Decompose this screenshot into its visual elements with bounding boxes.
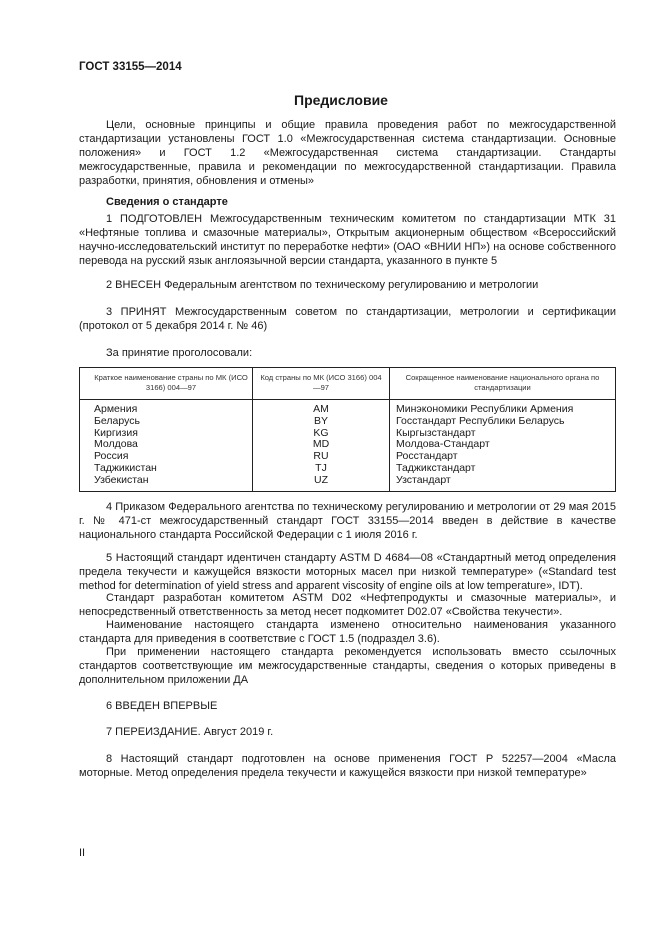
section-heading: Сведения о стандарте <box>106 196 228 208</box>
item-6-paragraph: 6 ВВЕДЕН ВПЕРВЫЕ <box>106 700 218 712</box>
table-cell-code: BY <box>253 416 390 428</box>
item-8-paragraph: 8 Настоящий стандарт подготовлен на основе применения ГОСТ Р 52257—2004 «Масла моторные. Метод определения предела текучести и кажущейся вязкости при низкой температуре» <box>79 753 616 779</box>
table-cell-country: Молдова <box>94 438 138 451</box>
table-cell-country: Беларусь <box>94 414 140 427</box>
item-5-committee-paragraph: Стандарт разработан комитетом ASTM D02 «Нефтепродукты и смазочные материалы», и непосредственный ответственность за метод несет подкомитет D02.07 «Свойства текучести». <box>79 592 616 618</box>
table-cell-body: Росстандарт <box>390 451 616 463</box>
table-cell-body: Минэкономики Республики Армения <box>390 400 616 416</box>
table-cell-code: RU <box>253 451 390 463</box>
voted-label: За принятие проголосовали: <box>106 347 253 359</box>
table-row <box>80 400 616 416</box>
table-row <box>80 428 616 440</box>
table-cell-country: Таджикистан <box>94 461 157 474</box>
table-cell-country: Россия <box>94 450 129 463</box>
item-2-paragraph: 2 ВНЕСЕН Федеральным агентством по техническому регулированию и метрологии <box>106 279 539 291</box>
table-cell-code: KG <box>253 428 390 440</box>
table-header-body: Сокращенное наименование национального органа по стандартизации <box>390 368 616 400</box>
table-cell-country: Киргизия <box>94 426 138 439</box>
document-code-header: ГОСТ 33155—2014 <box>79 61 182 73</box>
voting-countries-table <box>79 367 616 492</box>
table-cell-body: Таджикстандарт <box>390 463 616 475</box>
table-cell-country: Армения <box>94 403 138 415</box>
item-5-title-change-paragraph: Наименование настоящего стандарта изменено относительно наименования указанного стандарта для приведения в соответствие с ГОСТ 1.5 (подраздел 3.6). <box>79 619 616 645</box>
item-1-paragraph: 1 ПОДГОТОВЛЕН Межгосударственным техническим комитетом по стандартизации МТК 31 «Нефтяные топлива и смазочные материалы», Открытым акционерным обществом «Всероссийский научно-исследовательский институт по переработке нефти» (ОАО «ВНИИ НП») на основе собственного перевода на русский язык англоязычной версии стандарта, указанного в пункте 5 <box>79 213 616 267</box>
table-row <box>80 439 616 451</box>
table-row <box>80 416 616 428</box>
table-cell-country: Узбекистан <box>94 473 149 486</box>
table-cell-body: Госстандарт Республики Беларусь <box>390 416 616 428</box>
table-cell-code: AM <box>253 400 390 416</box>
table-row <box>80 463 616 475</box>
table-cell-code: UZ <box>253 475 390 491</box>
item-7-paragraph: 7 ПЕРЕИЗДАНИЕ. Август 2019 г. <box>106 726 274 738</box>
table-cell-code: TJ <box>253 463 390 475</box>
page-number: II <box>79 847 86 859</box>
table-cell-body: Молдова-Стандарт <box>390 439 616 451</box>
table-header-country: Краткое наименование страны по МК (ИСО 3166) 004—97 <box>80 368 253 400</box>
table-row <box>80 475 616 491</box>
item-3-paragraph: 3 ПРИНЯТ Межгосударственным советом по стандартизации, метрологии и сертификации (протокол от 5 декабря 2014 г. № 46) <box>79 306 616 332</box>
table-row <box>80 451 616 463</box>
item-5-references-paragraph: При применении настоящего стандарта рекомендуется использовать вместо ссылочных стандартов соответствующие им межгосударственные стандарты, сведения о которых приведены в дополнительном приложении ДА <box>79 646 616 686</box>
table-cell-body: Кыргызстандарт <box>390 428 616 440</box>
table-cell-code: MD <box>253 439 390 451</box>
item-4-paragraph: 4 Приказом Федерального агентства по техническому регулированию и метрологии от 29 мая 2015 г. № 471-ст межгосударственный стандарт ГОСТ 33155—2014 введен в действие в качестве национального стандарта Российской Федерации с 1 июля 2016 г. <box>79 501 616 541</box>
item-5-paragraph: 5 Настоящий стандарт идентичен стандарту ASTM D 4684—08 «Стандартный метод определения предела текучести и кажущейся вязкости моторных масел при низкой температуре» («Standard test method for determination of yield stress and apparent viscosity of engine oils at low temperature», IDT). <box>79 552 616 592</box>
table-cell-body: Узстандарт <box>390 475 616 491</box>
table-header-row <box>80 368 616 400</box>
page-title: Предисловие <box>294 92 388 108</box>
table-header-code: Код страны по МК (ИСО 3166) 004—97 <box>253 368 390 400</box>
intro-paragraph: Цели, основные принципы и общие правила проведения работ по межгосударственной стандартизации установлены ГОСТ 1.0 «Межгосударственная система стандартизации. Основные положения» и ГОСТ 1.2 «Межгосударственная система стандартизации. Стандарты межгосударственные, правила и рекомендации по межгосударственной стандартизации. Правила разработки, принятия, обновления и отмены» <box>79 119 616 187</box>
